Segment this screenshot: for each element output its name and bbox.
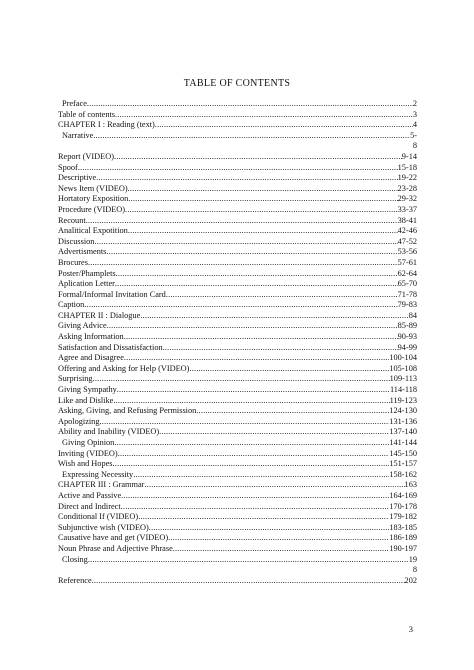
- toc-entry: [58, 269, 417, 280]
- dot-leader: [196, 406, 389, 417]
- toc-entry-page: 2: [412, 99, 417, 108]
- toc-entry-page: 114-118: [389, 385, 417, 395]
- toc-entry-label: CHAPTER I : Reading (text): [58, 120, 155, 130]
- dot-leader: [88, 555, 409, 566]
- toc-entry-label: Asking Information: [58, 332, 124, 342]
- toc-entry: [58, 226, 417, 237]
- toc-entry: [58, 343, 417, 354]
- dot-leader: [138, 512, 389, 523]
- toc-entry-page: 15-18: [397, 162, 417, 172]
- dot-leader: [93, 374, 390, 385]
- toc-entry-label: Like and Dislike: [58, 395, 114, 405]
- toc-entry-label: Giving Opinion: [62, 438, 115, 447]
- dot-leader: [125, 205, 398, 216]
- dot-leader: [144, 480, 404, 491]
- toc-entry: [58, 279, 417, 290]
- dot-leader: [87, 99, 413, 110]
- dot-leader: [113, 459, 390, 470]
- dot-leader: [124, 353, 389, 364]
- toc-entry-page: 47-52: [397, 236, 417, 246]
- toc-entry: [58, 300, 417, 311]
- dot-leader: [124, 332, 398, 343]
- dot-leader: [189, 364, 389, 375]
- toc-entry-page: 8: [412, 565, 417, 575]
- toc-entry-label: Descriptive: [58, 173, 97, 183]
- toc-entry: [58, 163, 417, 174]
- toc-entry: [58, 374, 417, 385]
- dot-leader: [133, 470, 389, 481]
- toc-entry: [58, 544, 417, 555]
- toc-entry-page: 151-157: [389, 459, 417, 469]
- toc-entry-page: 29-32: [397, 194, 417, 204]
- toc-entry: [58, 417, 417, 428]
- dot-leader: [140, 311, 408, 322]
- toc-entry: [58, 555, 417, 566]
- toc-entry: [58, 385, 417, 396]
- toc-entry-label: Aplication Letter: [58, 279, 115, 289]
- toc-entry-label: Narrative: [62, 130, 94, 140]
- page-number: 3: [408, 624, 413, 634]
- dot-leader: [88, 258, 398, 269]
- dot-leader: [118, 449, 390, 460]
- toc-entry-page: 202: [404, 575, 417, 585]
- toc-entry-label: Inviting (VIDEO): [58, 448, 118, 458]
- toc-entry-page: 9-14: [401, 151, 417, 161]
- toc-entry-label: Surprising: [58, 374, 93, 384]
- toc-entry: [58, 247, 417, 258]
- toc-entry-label: Noun Phrase and Adjective Phrase: [58, 543, 173, 553]
- toc-entry: [58, 533, 417, 544]
- dot-leader: [107, 321, 398, 332]
- dot-leader: [163, 343, 398, 354]
- toc-entry-label: Hortatory Exposition: [58, 194, 129, 204]
- toc-entry-page: 8: [412, 141, 417, 151]
- dot-leader: [114, 438, 389, 449]
- toc-list: [58, 99, 417, 586]
- toc-entry: [58, 576, 417, 587]
- toc-entry-page: 190-197: [389, 543, 417, 553]
- toc-entry-label: Preface: [62, 99, 87, 108]
- toc-entry-label: Agree and Disagree: [58, 353, 124, 363]
- toc-entry-label: Procedure (VIDEO): [58, 204, 126, 214]
- toc-entry: [58, 459, 417, 470]
- toc-entry-page: 131-136: [389, 416, 417, 426]
- dot-leader: [128, 226, 398, 237]
- toc-entry: [58, 502, 417, 513]
- dot-leader: [115, 279, 398, 290]
- dot-leader: [128, 184, 398, 195]
- toc-entry-label: Recount: [58, 215, 86, 225]
- toc-entry-page: 109-113: [389, 374, 417, 384]
- toc-entry-page: 100-104: [389, 353, 417, 363]
- toc-entry: [58, 406, 417, 417]
- toc-entry: [58, 491, 417, 502]
- toc-entry-label: Discussion: [58, 236, 95, 246]
- dot-leader: [117, 385, 390, 396]
- dot-leader: [128, 194, 397, 205]
- toc-entry: [58, 258, 417, 269]
- toc-entry-page: 79-83: [397, 300, 417, 310]
- toc-entry-continuation: [58, 141, 417, 152]
- toc-entry-page: 105-108: [389, 363, 417, 373]
- toc-entry-label: Giving Advice: [58, 321, 107, 331]
- toc-entry-label: Expressing Necessity: [62, 469, 134, 479]
- toc-entry: [58, 480, 417, 491]
- toc-entry-page: 5-: [410, 130, 417, 140]
- toc-entry: [58, 449, 417, 460]
- toc-entry-label: Poster/Phamplets: [58, 268, 116, 278]
- dot-leader: [93, 131, 410, 142]
- toc-entry-continuation: [58, 565, 417, 576]
- toc-entry-page: 186-189: [389, 533, 417, 543]
- toc-entry-page: 163: [404, 480, 417, 490]
- toc-entry-label: Reference: [58, 575, 92, 585]
- toc-entry-label: Analitical Expotition: [58, 226, 128, 236]
- toc-entry-label: Report (VIDEO): [58, 151, 114, 161]
- toc-entry: [58, 110, 417, 121]
- dot-leader: [166, 290, 398, 301]
- toc-entry-page: 57-61: [397, 257, 417, 267]
- toc-entry: [58, 131, 417, 142]
- toc-entry-label: Active and Passive: [58, 490, 122, 500]
- toc-entry-page: 71-78: [397, 289, 417, 299]
- toc-entry-label: Satisfaction and Dissatisfaction: [58, 342, 163, 352]
- dot-leader: [114, 152, 402, 163]
- toc-entry: [58, 173, 417, 184]
- dot-leader: [168, 533, 389, 544]
- toc-entry-page: 33-37: [397, 204, 417, 214]
- dot-leader: [92, 576, 405, 587]
- toc-entry: [58, 332, 417, 343]
- toc-entry-label: Direct and Indirect: [58, 501, 121, 511]
- toc-entry-page: 42-46: [397, 226, 417, 236]
- dot-leader: [99, 417, 389, 428]
- toc-entry-label: Brocures: [58, 257, 88, 267]
- toc-entry-label: Giving Sympathy: [58, 385, 117, 395]
- toc-entry-label: Ability and Inability (VIDEO): [58, 427, 160, 437]
- toc-entry-label: News Item (VIDEO): [58, 183, 128, 193]
- dot-leader: [121, 502, 390, 513]
- dot-leader: [155, 120, 413, 131]
- toc-entry-page: 65-70: [397, 279, 417, 289]
- dot-leader: [86, 216, 398, 227]
- toc-entry-label: Offering and Asking for Help (VIDEO): [58, 363, 190, 373]
- toc-entry: [58, 396, 417, 407]
- dot-leader: [159, 427, 389, 438]
- toc-entry: [58, 194, 417, 205]
- dot-leader: [149, 523, 390, 534]
- toc-entry: [58, 120, 417, 131]
- toc-entry: [58, 216, 417, 227]
- toc-entry-label: Causative have and get (VIDEO): [58, 533, 169, 543]
- dot-leader: [94, 237, 397, 248]
- toc-entry-page: 179-182: [389, 512, 417, 522]
- toc-entry-page: 19: [408, 554, 417, 564]
- dot-leader: [115, 110, 413, 121]
- toc-entry: [58, 152, 417, 163]
- toc-entry: [58, 321, 417, 332]
- toc-entry-page: 84: [408, 310, 417, 320]
- dot-leader: [121, 491, 389, 502]
- toc-entry-page: 23-28: [397, 183, 417, 193]
- toc-entry-page: 141-144: [389, 438, 417, 447]
- toc-entry: [58, 470, 417, 481]
- dot-leader: [173, 544, 390, 555]
- toc-entry-label: Wish and Hopes: [58, 459, 113, 469]
- toc-entry-label: Caption: [58, 300, 85, 310]
- toc-entry-label: Apologizing: [58, 416, 100, 426]
- dot-leader: [106, 247, 397, 258]
- toc-entry: [58, 364, 417, 375]
- toc-entry: [58, 523, 417, 534]
- toc-entry-page: 90-93: [397, 332, 417, 342]
- toc-entry-label: Conditional If (VIDEO): [58, 512, 139, 522]
- toc-entry-page: 164-169: [389, 490, 417, 500]
- toc-entry-page: 4: [412, 120, 417, 130]
- dot-leader: [116, 269, 398, 280]
- toc-entry-label: Subjunctive wish (VIDEO): [58, 522, 149, 532]
- toc-entry-page: 183-185: [389, 522, 417, 532]
- toc-entry-page: 94-99: [397, 342, 417, 352]
- toc-entry: [58, 184, 417, 195]
- toc-entry-page: 85-89: [397, 321, 417, 331]
- toc-entry-label: CHAPTER III : Grammar: [58, 480, 145, 490]
- dot-leader: [78, 163, 398, 174]
- toc-entry-label: Advertisments: [58, 247, 107, 257]
- dot-leader: [84, 300, 397, 311]
- toc-entry-page: 19-22: [397, 173, 417, 183]
- toc-entry-label: CHAPTER II : Dialogue: [58, 310, 141, 320]
- toc-entry: [58, 427, 417, 438]
- page-title: TABLE OF CONTENTS: [183, 78, 291, 89]
- toc-entry: [58, 205, 417, 216]
- toc-entry-page: 53-56: [397, 247, 417, 257]
- dot-leader: [113, 396, 389, 407]
- toc-entry-page: 137-140: [389, 427, 417, 437]
- toc-entry-label: Closing: [62, 554, 88, 564]
- toc-entry: [58, 512, 417, 523]
- toc-entry-page: 38-41: [397, 215, 417, 225]
- toc-entry: [58, 237, 417, 248]
- toc-entry-page: 158-162: [389, 469, 417, 479]
- toc-entry: [58, 290, 417, 301]
- toc-entry-page: 170-178: [389, 501, 417, 511]
- toc-entry: [58, 438, 417, 449]
- dot-leader: [96, 173, 397, 184]
- toc-entry-page: 62-64: [397, 268, 417, 278]
- toc-entry-page: 145-150: [389, 448, 417, 458]
- toc-entry-label: Table of contents: [58, 109, 116, 119]
- toc-entry-label: Spoof: [58, 162, 78, 172]
- toc-entry-page: 119-123: [389, 395, 417, 405]
- toc-entry-page: 124-130: [389, 406, 417, 416]
- toc-entry: [58, 99, 417, 110]
- toc-entry: [58, 353, 417, 364]
- toc-entry-page: 3: [412, 109, 417, 119]
- toc-entry: [58, 311, 417, 322]
- toc-entry-label: Formal/Informal Invitation Card: [58, 289, 166, 299]
- toc-entry-label: Asking, Giving, and Refusing Permission: [58, 406, 197, 416]
